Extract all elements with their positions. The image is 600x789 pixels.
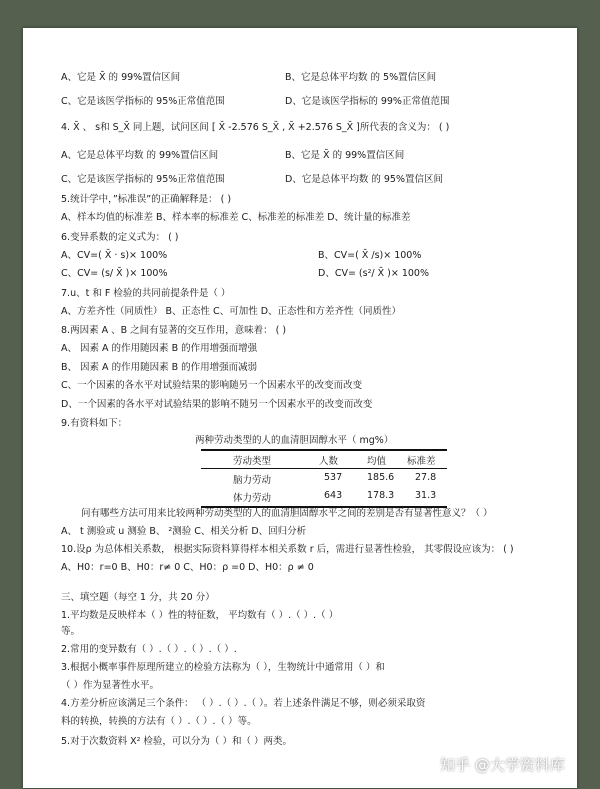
option-d: D、CV= (s²/ X̄ )× 100% — [318, 268, 429, 279]
question-7: 7.u、t 和 F 检验的共同前提条件是（ ） — [61, 288, 231, 299]
options-10: A、H0：r=0 B、H0：r≠ 0 C、H0：ρ =0 D、H0：ρ ≠ 0 — [61, 562, 314, 573]
question-10: 10.设ρ 为总体相关系数， 根据实际资料算得样本相关系数 r 后，需进行显著性检验， 其零假设应该为： ( ) — [61, 544, 514, 555]
option-a: A、CV=( X̄ · s)× 100% — [61, 250, 168, 261]
question-8: 8.两因素 A 、B 之间有显著的交互作用，意味着： ( ) — [61, 325, 287, 336]
fill-4: 4.方差分析应该满足三个条件： （ ）.（ ）.（ ）。若上述条件满足不够，则必须采取资 — [61, 698, 426, 709]
table-cell: 178.3 — [367, 490, 395, 501]
option-b: B、 因素 A 的作用随因素 B 的作用增强而减弱 — [61, 362, 258, 373]
options-9: A、 t 测验或 u 测验 B、 ²测验 C、相关分析 D、回归分析 — [61, 526, 307, 537]
fill-2: 2.常用的变异数有（ ）.（ ）.（ ）.（ ）. — [61, 644, 237, 655]
question-4: 4. X̄ 、 s和 S_X̄ 同上题，试问区间 [ X̄ -2.576 S_X̄ , X̄ +2.576 S_X̄ ]所代表的含义为： ( ) — [61, 122, 450, 133]
option-a: A、它是 X̄ 的 99%置信区间 — [61, 72, 181, 83]
option-b: B、CV=( X̄ /s)× 100% — [318, 250, 422, 261]
table-header: 人数 — [319, 456, 339, 467]
option-d: D、一个因素的各水平对试验结果的影响不随另一个因素水平的改变而改变 — [61, 399, 373, 410]
table-cell: 31.3 — [415, 490, 437, 501]
table-cell: 体力劳动 — [233, 493, 272, 504]
option-a: A、它是总体平均数 的 99%置信区间 — [61, 150, 219, 161]
fill-4-cont: 料的转换，转换的方法有（ ）.（ ）.（ ）等。 — [61, 716, 257, 727]
data-table — [201, 449, 447, 507]
table-cell: 537 — [324, 472, 343, 483]
table-top-rule — [201, 449, 447, 451]
option-b: B、它是总体平均数 的 5%置信区间 — [285, 72, 437, 83]
option-c: C、它是该医学指标的 95%正常值范围 — [61, 96, 225, 107]
table-mid-rule — [201, 468, 447, 469]
section-heading: 三、填空题（每空 1 分，共 20 分） — [61, 592, 215, 603]
question-9-prompt: 问有哪些方法可用来比较两种劳动类型的人的血清胆固醇水平之间的差别是否有显著性意义？（ ） — [81, 508, 493, 519]
table-cell: 185.6 — [367, 472, 395, 483]
document-page — [23, 28, 577, 788]
option-b: B、它是 X̄ 的 99%置信区间 — [285, 150, 405, 161]
option-c: C、它是该医学指标的 95%正常值范围 — [61, 174, 225, 185]
table-caption: 两种劳动类型的人的血清胆固醇水平（ mg%） — [195, 435, 394, 446]
table-cell: 27.8 — [415, 472, 437, 483]
table-header: 均值 — [367, 456, 387, 467]
option-d: D、它是总体平均数 的 95%置信区间 — [285, 174, 443, 185]
question-5: 5.统计学中，”标准误”的正确解释是： ( ) — [61, 194, 232, 205]
option-d: D、它是该医学指标的 99%正常值范围 — [285, 96, 450, 107]
fill-3-cont: （ ）作为显著性水平。 — [61, 680, 160, 691]
question-9: 9.有资料如下： — [61, 418, 128, 429]
fill-5: 5.对于次数资料 X² 检验，可以分为（ ）和（ ）两类。 — [61, 736, 292, 747]
option-c: C、一个因素的各水平对试验结果的影响随另一个因素水平的改变而改变 — [61, 380, 363, 391]
table-header: 劳动类型 — [233, 456, 272, 467]
fill-1-cont: 等。 — [61, 626, 81, 637]
options-7: A、方差齐性（同质性） B、正态性 C、可加性 D、正态性和方差齐性（同质性） — [61, 306, 402, 317]
fill-1: 1.平均数是反映样本（ ）性的特征数， 平均数有（ ）.（ ）.（ ） — [61, 610, 339, 621]
fill-3: 3.根据小概率事件原理所建立的检验方法称为（ ），生物统计中通常用（ ）和 — [61, 662, 385, 673]
table-cell: 脑力劳动 — [233, 475, 272, 486]
option-c: C、CV= (s/ X̄ )× 100% — [61, 268, 168, 279]
table-cell: 643 — [324, 490, 343, 501]
watermark: 知乎 @大学资料库 — [440, 756, 565, 774]
table-header: 标准差 — [407, 456, 436, 467]
question-6: 6.变异系数的定义式为： ( ) — [61, 232, 179, 243]
option-a: A、 因素 A 的作用随因素 B 的作用增强而增强 — [61, 343, 258, 354]
options-5: A、样本均值的标准差 B、样本率的标准差 C、标准差的标准差 D、统计量的标准差 — [61, 212, 411, 223]
